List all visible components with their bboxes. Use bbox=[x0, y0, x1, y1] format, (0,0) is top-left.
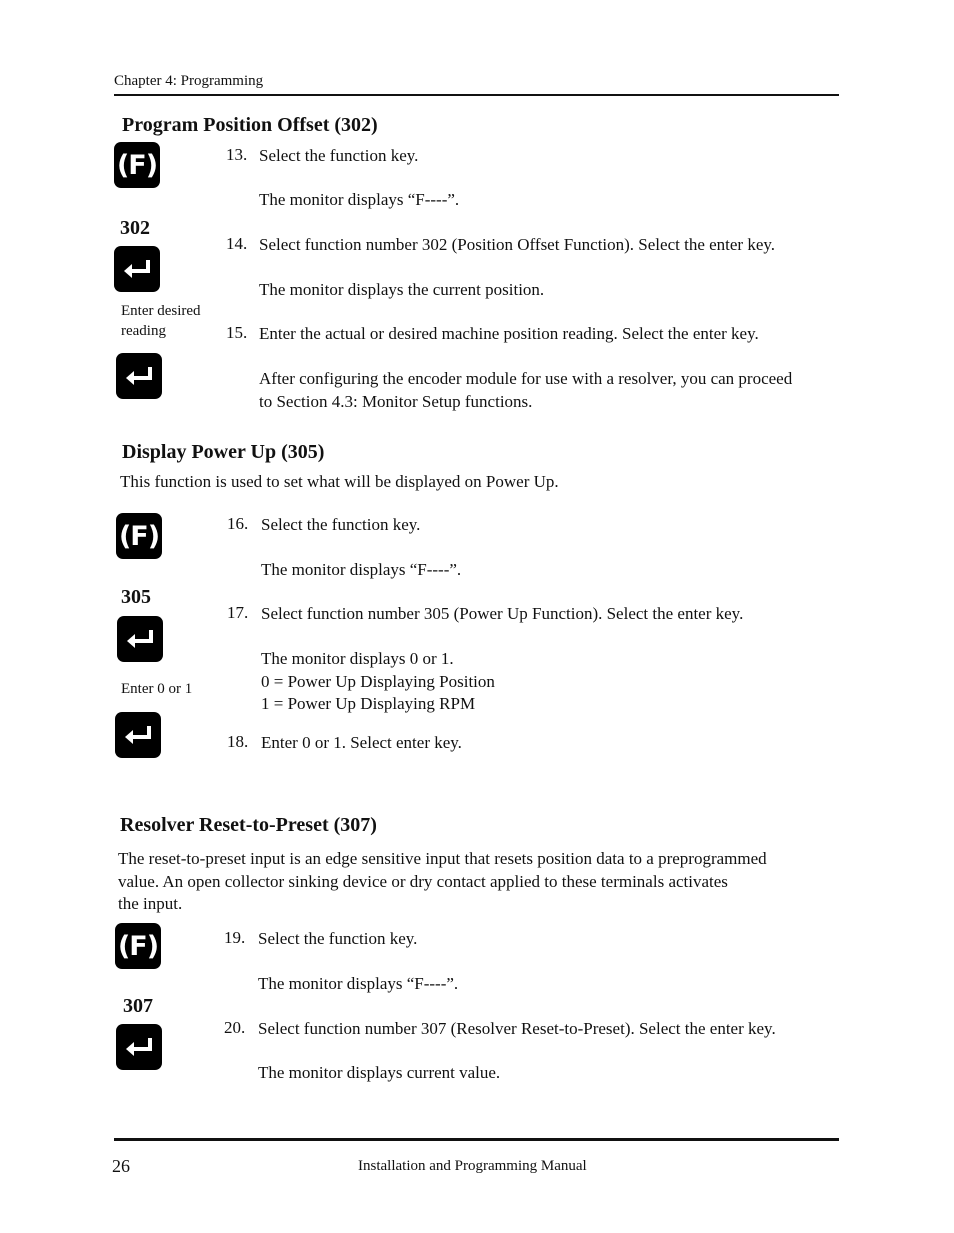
enter-key-icon bbox=[116, 1024, 162, 1070]
step-text: Select the function key. bbox=[259, 146, 419, 165]
hint-enter-desired-reading: Enter desired reading bbox=[121, 303, 201, 339]
section-heading-resolver-reset: Resolver Reset-to-Preset (307) bbox=[120, 814, 377, 836]
function-number-305: 305 bbox=[121, 586, 151, 608]
step-result: The monitor displays “F----”. bbox=[261, 560, 462, 579]
step-number: 16. bbox=[227, 514, 249, 533]
step-number: 17. bbox=[227, 603, 249, 622]
running-head: Chapter 4: Programming bbox=[114, 73, 264, 89]
enter-key-icon bbox=[116, 353, 162, 399]
enter-key-icon bbox=[117, 616, 163, 662]
enter-key-icon bbox=[115, 712, 161, 758]
footer-rule bbox=[114, 1138, 839, 1141]
page-number: 26 bbox=[112, 1156, 130, 1176]
footer-title: Installation and Programming Manual bbox=[358, 1158, 587, 1174]
enter-key-icon bbox=[114, 246, 160, 292]
function-key-label: (F) bbox=[117, 930, 159, 962]
step-result: The monitor displays the current position. bbox=[259, 280, 545, 299]
function-number-307: 307 bbox=[123, 995, 153, 1017]
hint-enter-0-or-1: Enter 0 or 1 bbox=[121, 681, 193, 697]
step-text: Select the function key. bbox=[258, 929, 418, 948]
section-heading-display-power-up: Display Power Up (305) bbox=[122, 441, 325, 463]
step-number: 15. bbox=[226, 323, 248, 342]
step-result: The monitor displays 0 or 1. 0 = Power Up Displaying Position 1 = Power Up Displaying RPM bbox=[261, 649, 495, 713]
header-rule bbox=[114, 94, 839, 96]
function-key-label: (F) bbox=[118, 520, 160, 552]
step-number: 19. bbox=[224, 928, 246, 947]
step-text: Select function number 307 (Resolver Reset-to-Preset). Select the enter key. bbox=[258, 1019, 776, 1038]
step-number: 14. bbox=[226, 234, 248, 253]
function-key bbox=[114, 142, 160, 188]
step-text: Select the function key. bbox=[261, 515, 421, 534]
step-text: Select function number 302 (Position Offset Function). Select the enter key. bbox=[259, 235, 776, 254]
step-number: 20. bbox=[224, 1018, 246, 1037]
step-result: The monitor displays current value. bbox=[258, 1063, 501, 1082]
step-result: After configuring the encoder module for use with a resolver, you can proceed to Section 4.3: Monitor Setup functions. bbox=[259, 369, 793, 411]
function-key-label: (F) bbox=[116, 149, 158, 181]
section-heading-position-offset: Program Position Offset (302) bbox=[122, 114, 378, 136]
function-key bbox=[116, 513, 162, 559]
step-text: Select function number 305 (Power Up Function). Select the enter key. bbox=[261, 604, 744, 623]
step-number: 18. bbox=[227, 732, 249, 751]
section-intro: The reset-to-preset input is an edge sensitive input that resets position data to a preprogrammed value. An open collector sinking device or dry contact applied to these terminals activates the input. bbox=[118, 849, 767, 913]
step-text: Enter the actual or desired machine position reading. Select the enter key. bbox=[259, 324, 759, 343]
function-number-302: 302 bbox=[120, 217, 150, 239]
step-text: Enter 0 or 1. Select enter key. bbox=[261, 733, 462, 752]
step-number: 13. bbox=[226, 145, 248, 164]
step-result: The monitor displays “F----”. bbox=[259, 190, 460, 209]
section-intro: This function is used to set what will be displayed on Power Up. bbox=[120, 472, 559, 491]
step-result: The monitor displays “F----”. bbox=[258, 974, 459, 993]
function-key bbox=[115, 923, 161, 969]
